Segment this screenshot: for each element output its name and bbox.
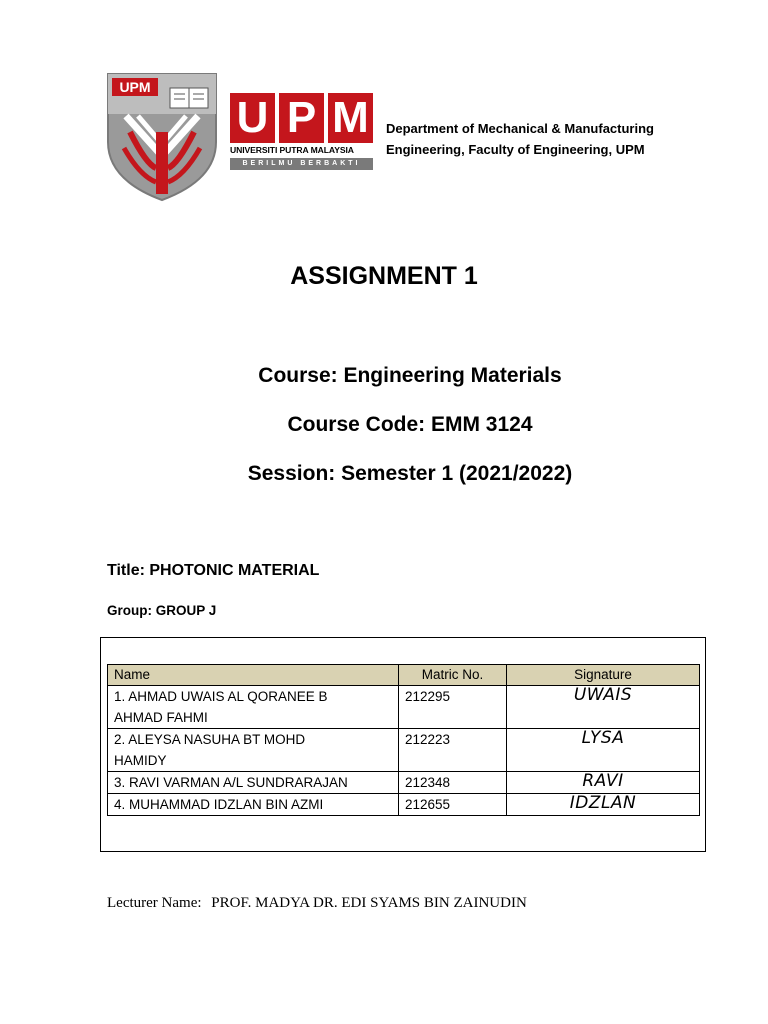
member-matric: 212223 xyxy=(399,729,507,772)
wordmark-letter-m: M xyxy=(328,93,373,143)
member-name xyxy=(108,686,399,729)
member-name-line: 1. AHMAD UWAIS AL QORANEE B xyxy=(114,689,328,704)
table-row xyxy=(108,794,700,816)
wordmark-letter-p: P xyxy=(279,93,324,143)
course-name: Course: Engineering Materials xyxy=(258,364,562,387)
members-table xyxy=(107,664,700,816)
lecturer-label: Lecturer Name: xyxy=(107,895,202,911)
member-matric: 212295 xyxy=(399,686,507,729)
column-header-signature: Signature xyxy=(507,665,700,686)
table-header-row xyxy=(108,665,700,686)
department-heading xyxy=(386,118,654,160)
upm-crest-logo xyxy=(106,72,218,202)
column-header-name: Name xyxy=(108,665,399,686)
column-header-matric: Matric No. xyxy=(399,665,507,686)
member-signature: LYSA xyxy=(507,729,700,772)
member-name-line: AHMAD FAHMI xyxy=(114,710,208,725)
assignment-title: ASSIGNMENT 1 xyxy=(290,262,478,290)
group-label: Group: GROUP J xyxy=(107,603,217,618)
member-name xyxy=(108,729,399,772)
table-row xyxy=(108,729,700,772)
course-code: Course Code: EMM 3124 xyxy=(287,413,533,436)
department-line-1: Department of Mechanical & Manufacturing xyxy=(386,121,654,136)
project-title: Title: PHOTONIC MATERIAL xyxy=(107,562,320,579)
crest-text: UPM xyxy=(119,79,151,95)
table-row xyxy=(108,686,700,729)
department-line-2: Engineering, Faculty of Engineering, UPM xyxy=(386,142,645,157)
wordmark-letter-u: U xyxy=(230,93,275,143)
table-row xyxy=(108,772,700,794)
member-name: 4. MUHAMMAD IDZLAN BIN AZMI xyxy=(108,794,399,816)
lecturer-name: PROF. MADYA DR. EDI SYAMS BIN ZAINUDIN xyxy=(211,895,527,911)
university-name: UNIVERSITI PUTRA MALAYSIA xyxy=(230,145,354,155)
upm-wordmark-logo xyxy=(230,93,373,173)
member-name-line: HAMIDY xyxy=(114,753,167,768)
member-name-line: 2. ALEYSA NASUHA BT MOHD xyxy=(114,732,306,747)
lecturer-line xyxy=(107,895,533,912)
university-motto: BERILMU BERBAKTI xyxy=(230,158,373,170)
session: Session: Semester 1 (2021/2022) xyxy=(247,462,573,485)
member-signature: RAVI xyxy=(507,772,700,794)
member-name: 3. RAVI VARMAN A/L SUNDRARAJAN xyxy=(108,772,399,794)
member-matric: 212348 xyxy=(399,772,507,794)
member-matric: 212655 xyxy=(399,794,507,816)
member-signature: UWAIS xyxy=(507,686,700,729)
member-signature: IDZLAN xyxy=(507,794,700,816)
